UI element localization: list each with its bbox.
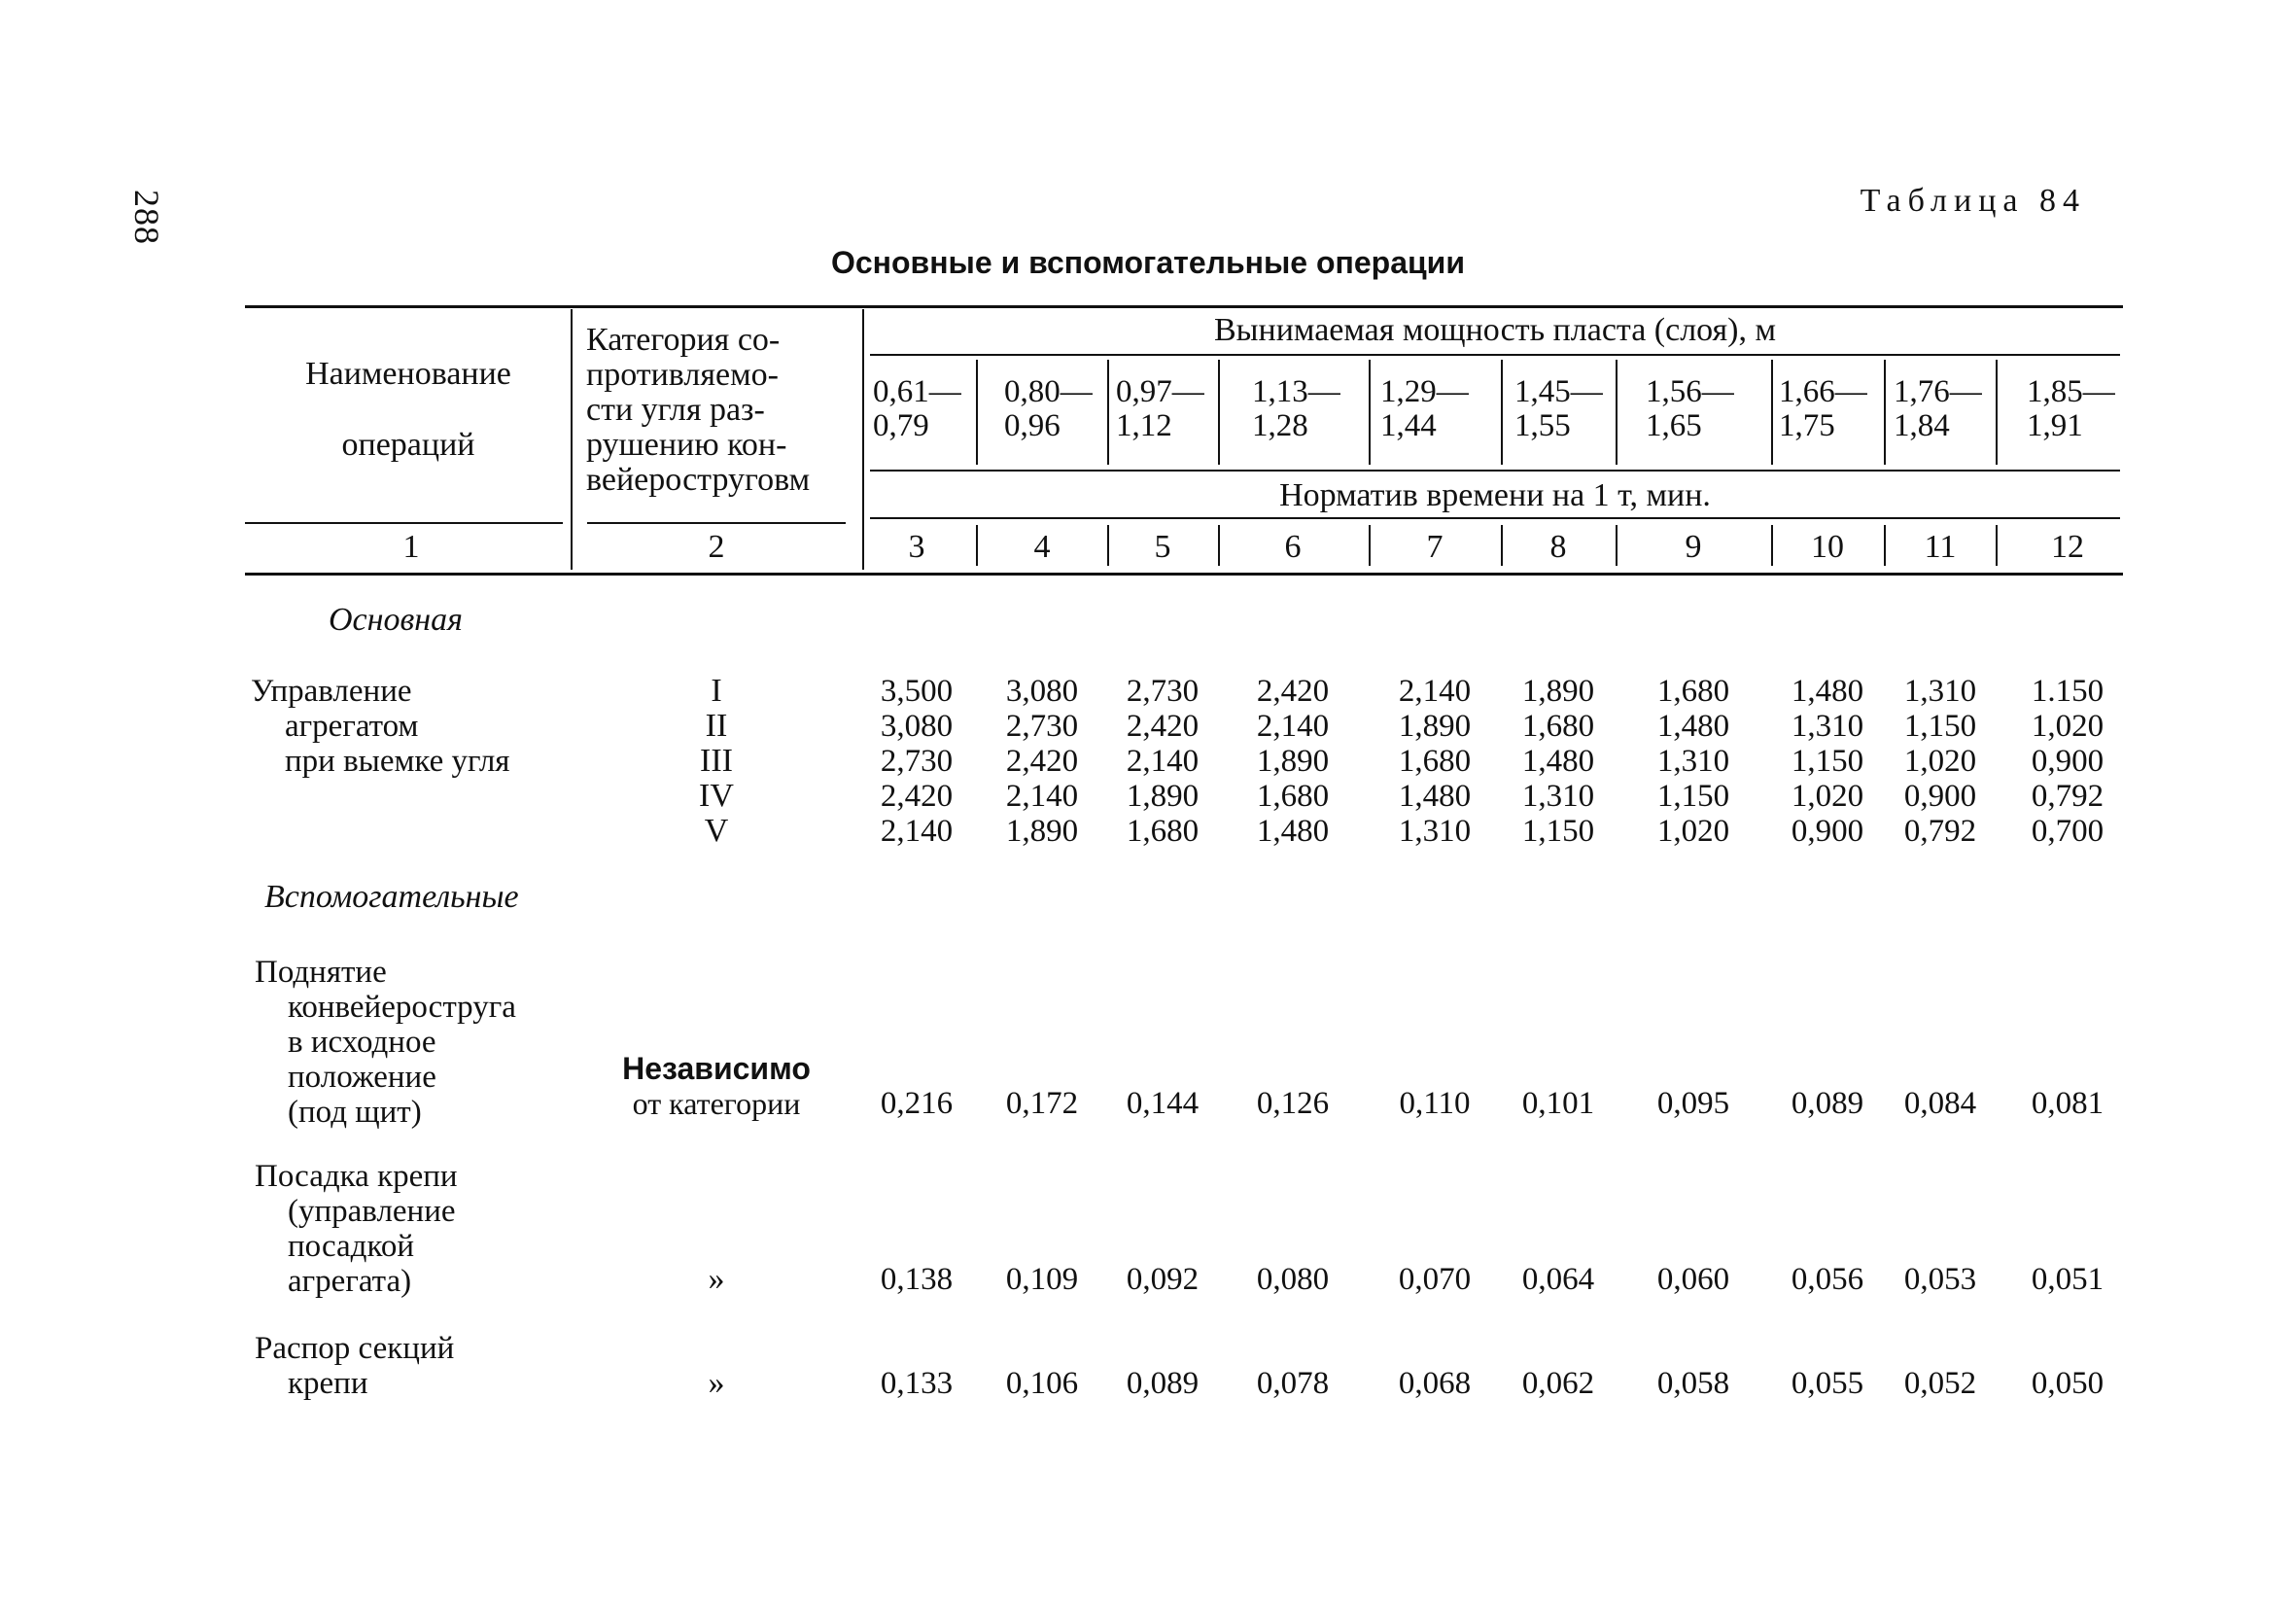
main-op-name-line: при выемке угля <box>285 744 510 779</box>
range-header-line: 1,65 <box>1646 408 1702 443</box>
range-header-line: 1,75 <box>1779 408 1835 443</box>
table-title: Основные и вспомогательные операции <box>830 245 1466 280</box>
table-cell-value: 1,680 <box>1398 744 1472 779</box>
table-cell-value: 0,070 <box>1398 1262 1472 1297</box>
table-cell-value: 1,480 <box>1791 674 1864 709</box>
table-cell-value: 3,080 <box>880 709 954 744</box>
table-cell-value: 1,150 <box>1791 744 1864 779</box>
range-divider <box>1771 360 1773 465</box>
column-number: 3 <box>908 529 925 565</box>
table-cell-value: 1,310 <box>1398 814 1472 849</box>
aux-op-name-line: в исходное <box>288 1025 436 1060</box>
range-header-line: 1,12 <box>1116 408 1172 443</box>
table-cell-value: 0,058 <box>1656 1366 1730 1401</box>
header-col1-line2: операций <box>341 427 475 463</box>
range-header-line: 1,84 <box>1894 408 1950 443</box>
table-cell-value: 1,890 <box>1005 814 1079 849</box>
table-cell-value: 2,420 <box>880 779 954 814</box>
aux-category: от категории <box>632 1086 801 1121</box>
table-cell-value: 0,110 <box>1399 1086 1471 1121</box>
table-top-rule <box>245 305 2123 308</box>
category-label: V <box>704 813 729 849</box>
category-label: IV <box>699 778 734 814</box>
table-cell-value: 0,060 <box>1656 1262 1730 1297</box>
table-cell-value: 1,890 <box>1256 744 1330 779</box>
table-cell-value: 2,140 <box>880 814 954 849</box>
table-cell-value: 0,084 <box>1903 1086 1977 1121</box>
column-number: 10 <box>1811 529 1844 565</box>
range-header-line: 1,13— <box>1252 374 1340 409</box>
range-divider <box>1107 360 1109 465</box>
table-cell-value: 1,020 <box>1656 814 1730 849</box>
table-cell-value: 0,144 <box>1126 1086 1200 1121</box>
table-cell-value: 2,730 <box>880 744 954 779</box>
header-col2-line: рушению кон- <box>586 427 787 463</box>
table-cell-value: 1,680 <box>1656 674 1730 709</box>
column-number: 4 <box>1033 529 1051 565</box>
header-col2-line: вейероструговм <box>586 462 811 498</box>
table-cell-value: 0,052 <box>1903 1366 1977 1401</box>
header-col2-line: Категория со- <box>586 322 781 358</box>
num-divider <box>976 525 978 566</box>
range-header-line: 0,96 <box>1004 408 1061 443</box>
num-divider <box>1369 525 1371 566</box>
table-cell-value: 0,055 <box>1791 1366 1864 1401</box>
range-header-line: 1,66— <box>1779 374 1867 409</box>
table-cell-value: 0,138 <box>880 1262 954 1297</box>
table-cell-value: 0,133 <box>880 1366 954 1401</box>
range-header-line: 1,45— <box>1514 374 1603 409</box>
table-label: Таблица 84 <box>1860 183 2086 219</box>
table-cell-value: 2,420 <box>1256 674 1330 709</box>
range-header-line: 1,28 <box>1252 408 1308 443</box>
column-number: 5 <box>1154 529 1171 565</box>
table-cell-value: 0,216 <box>880 1086 954 1121</box>
table-cell-value: 0,051 <box>2031 1262 2105 1297</box>
category-label: I <box>711 673 722 709</box>
table-cell-value: 2,140 <box>1398 674 1472 709</box>
column-number: 1 <box>402 529 420 565</box>
table-cell-value: 1,020 <box>2031 709 2105 744</box>
aux-op-name-line: (под щит) <box>288 1095 422 1130</box>
table-cell-value: 1,890 <box>1126 779 1200 814</box>
table-cell-value: 0,053 <box>1903 1262 1977 1297</box>
table-cell-value: 0,109 <box>1005 1262 1079 1297</box>
table-cell-value: 0,172 <box>1005 1086 1079 1121</box>
aux-op-name-line: крепи <box>288 1366 368 1401</box>
table-cell-value: 1,310 <box>1656 744 1730 779</box>
header-col2 <box>586 323 810 498</box>
table-cell-value: 0,064 <box>1521 1262 1595 1297</box>
table-cell-value: 1.150 <box>2031 674 2105 709</box>
table-cell-value: 0,078 <box>1256 1366 1330 1401</box>
table-cell-value: 0,106 <box>1005 1366 1079 1401</box>
table-cell-value: 1,150 <box>1521 814 1595 849</box>
header-group-bottom: Норматив времени на 1 т, мин. <box>1279 477 1711 513</box>
aux-op-name-line: положение <box>288 1060 436 1095</box>
column-number: 8 <box>1549 529 1567 565</box>
header-group-top: Вынимаемая мощность пласта (слоя), м <box>1214 312 1776 348</box>
table-cell-value: 1,680 <box>1256 779 1330 814</box>
aux-category: » <box>708 1261 725 1297</box>
range-header-line: 1,56— <box>1646 374 1734 409</box>
range-divider <box>1369 360 1371 465</box>
table-cell-value: 1,480 <box>1521 744 1595 779</box>
table-cell-value: 2,420 <box>1005 744 1079 779</box>
header-col2-line: сти угля раз- <box>586 392 765 428</box>
range-header-line: 0,80— <box>1004 374 1093 409</box>
table-cell-value: 3,500 <box>880 674 954 709</box>
table-cell-value: 0,068 <box>1398 1366 1472 1401</box>
table-cell-value: 2,140 <box>1126 744 1200 779</box>
aux-category: » <box>708 1365 725 1401</box>
main-op-name-line: агрегатом <box>285 709 419 744</box>
aux-op-name-line: посадкой <box>288 1229 414 1264</box>
main-op-name-line: Управление <box>251 674 412 709</box>
range-divider <box>1501 360 1503 465</box>
table-cell-value: 0,089 <box>1126 1366 1200 1401</box>
table-cell-value: 1,150 <box>1903 709 1977 744</box>
table-cell-value: 0,126 <box>1256 1086 1330 1121</box>
range-header-line: 0,79 <box>873 408 929 443</box>
table-cell-value: 0,056 <box>1791 1262 1864 1297</box>
col2-rule <box>587 522 846 524</box>
page-number: 288 <box>127 190 166 245</box>
table-cell-value: 1,480 <box>1256 814 1330 849</box>
table-cell-value: 0,092 <box>1126 1262 1200 1297</box>
table-cell-value: 3,080 <box>1005 674 1079 709</box>
aux-op-name-line: Поднятие <box>255 955 387 990</box>
aux-op-name-line: конвейероструга <box>288 990 516 1025</box>
table-cell-value: 1,480 <box>1656 709 1730 744</box>
range-header-line: 0,61— <box>873 374 961 409</box>
table-cell-value: 0,900 <box>1903 779 1977 814</box>
aux-category: Независимо <box>622 1051 811 1086</box>
aux-op-name-line: агрегата) <box>288 1264 412 1299</box>
range-header-line: 0,97— <box>1116 374 1204 409</box>
divider-col1 <box>571 309 573 570</box>
column-number: 7 <box>1426 529 1444 565</box>
table-cell-value: 0,062 <box>1521 1366 1595 1401</box>
range-header-line: 1,91 <box>2027 408 2083 443</box>
table-cell-value: 2,730 <box>1126 674 1200 709</box>
header-col1-line1: Наименование <box>305 356 511 392</box>
table-cell-value: 0,792 <box>2031 779 2105 814</box>
table-cell-value: 1,890 <box>1521 674 1595 709</box>
table-cell-value: 1,480 <box>1398 779 1472 814</box>
table-cell-value: 2,140 <box>1256 709 1330 744</box>
table-cell-value: 0,792 <box>1903 814 1977 849</box>
range-header-line: 1,44 <box>1380 408 1437 443</box>
table-cell-value: 1,310 <box>1903 674 1977 709</box>
table-cell-value: 1,020 <box>1791 779 1864 814</box>
column-number: 12 <box>2051 529 2084 565</box>
section-aux-heading: Вспомогательные <box>264 879 519 915</box>
header-col2-line: противляемо- <box>586 357 779 393</box>
category-label: II <box>705 708 728 744</box>
table-cell-value: 1,020 <box>1903 744 1977 779</box>
range-header-line: 1,29— <box>1380 374 1469 409</box>
range-header-line: 1,55 <box>1514 408 1571 443</box>
table-cell-value: 1,310 <box>1791 709 1864 744</box>
table-cell-value: 0,700 <box>2031 814 2105 849</box>
table-cell-value: 0,050 <box>2031 1366 2105 1401</box>
table-cell-value: 0,089 <box>1791 1086 1864 1121</box>
section-main-heading: Основная <box>329 602 463 638</box>
ranges-rule <box>870 470 2120 472</box>
norm-rule <box>870 517 2120 519</box>
column-number: 2 <box>708 529 725 565</box>
col1-rule <box>245 522 563 524</box>
table-cell-value: 2,730 <box>1005 709 1079 744</box>
table-cell-value: 0,101 <box>1521 1086 1595 1121</box>
range-divider <box>1884 360 1886 465</box>
table-cell-value: 1,310 <box>1521 779 1595 814</box>
table-cell-value: 0,900 <box>2031 744 2105 779</box>
table-cell-value: 1,680 <box>1126 814 1200 849</box>
table-cell-value: 0,080 <box>1256 1262 1330 1297</box>
table-cell-value: 0,095 <box>1656 1086 1730 1121</box>
range-divider <box>1996 360 1998 465</box>
column-number: 9 <box>1685 529 1702 565</box>
table-cell-value: 2,140 <box>1005 779 1079 814</box>
table-cell-value: 0,900 <box>1791 814 1864 849</box>
column-number: 6 <box>1284 529 1302 565</box>
aux-op-name-line: (управление <box>288 1194 456 1229</box>
column-number: 11 <box>1924 529 1957 565</box>
header-bottom-rule <box>245 573 2123 576</box>
range-header-line: 1,76— <box>1894 374 1982 409</box>
range-header-line: 1,85— <box>2027 374 2115 409</box>
aux-op-name-line: Распор секций <box>255 1331 455 1366</box>
range-divider <box>976 360 978 465</box>
group-rule <box>870 354 2120 356</box>
table-cell-value: 1,890 <box>1398 709 1472 744</box>
table-cell-value: 1,150 <box>1656 779 1730 814</box>
range-divider <box>1616 360 1618 465</box>
range-divider <box>1218 360 1220 465</box>
table-cell-value: 2,420 <box>1126 709 1200 744</box>
table-cell-value: 1,680 <box>1521 709 1595 744</box>
table-cell-value: 0,081 <box>2031 1086 2105 1121</box>
aux-op-name-line: Посадка крепи <box>255 1159 458 1194</box>
category-label: III <box>700 743 733 779</box>
